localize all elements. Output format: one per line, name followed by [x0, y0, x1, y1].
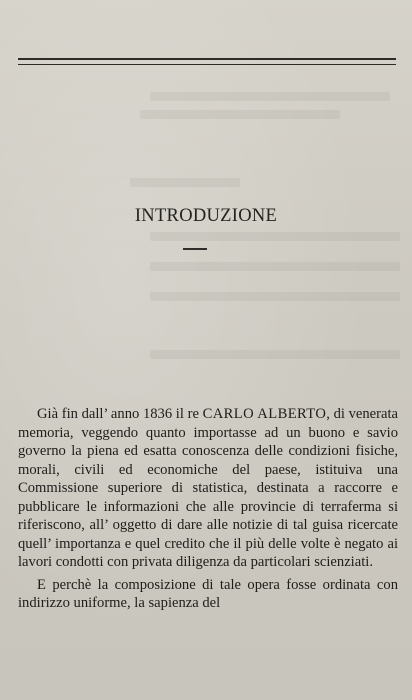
king-name: CARLO ALBERTO: [202, 406, 327, 422]
paragraph-text: Già fin dall’ anno 1836 il re: [37, 406, 203, 422]
header-rule-upper: [18, 58, 396, 60]
bleed-through-shadow: [150, 292, 400, 301]
bleed-through-shadow: [140, 110, 340, 119]
bleed-through-shadow: [150, 92, 390, 101]
bleed-through-shadow: [150, 350, 400, 359]
paragraph: [18, 405, 398, 572]
bleed-through-shadow: [150, 232, 400, 241]
header-rule-lower: [18, 64, 396, 65]
chapter-heading: INTRODUZIONE: [134, 206, 278, 226]
heading-ornament-dash: [183, 248, 207, 250]
paragraph-text: , di venerata memoria, veggendo quanto importasse ad un buono e savio governo la piena ed esatta conoscenza delle condizioni fisiche, morali, civili ed economiche del paese, istituiva una Commissione superiore di statistica, destinata a raccorre e pubblicare le informazioni che alle provincie di terraferma si riferiscono, all’ oggetto di dare alle notizie di tal guisa ricercate quell’ importanza e quel credito che il più delle volte è negato ai lavori condotti con privata diligenza da particolari scienziati.: [18, 406, 399, 570]
bleed-through-shadow: [130, 178, 240, 187]
bleed-through-shadow: [150, 262, 400, 271]
body-text: [18, 405, 398, 613]
paragraph: E perchè la composizione di tale opera fosse ordinata con indirizzo uniforme, la sapienza del: [18, 576, 398, 611]
